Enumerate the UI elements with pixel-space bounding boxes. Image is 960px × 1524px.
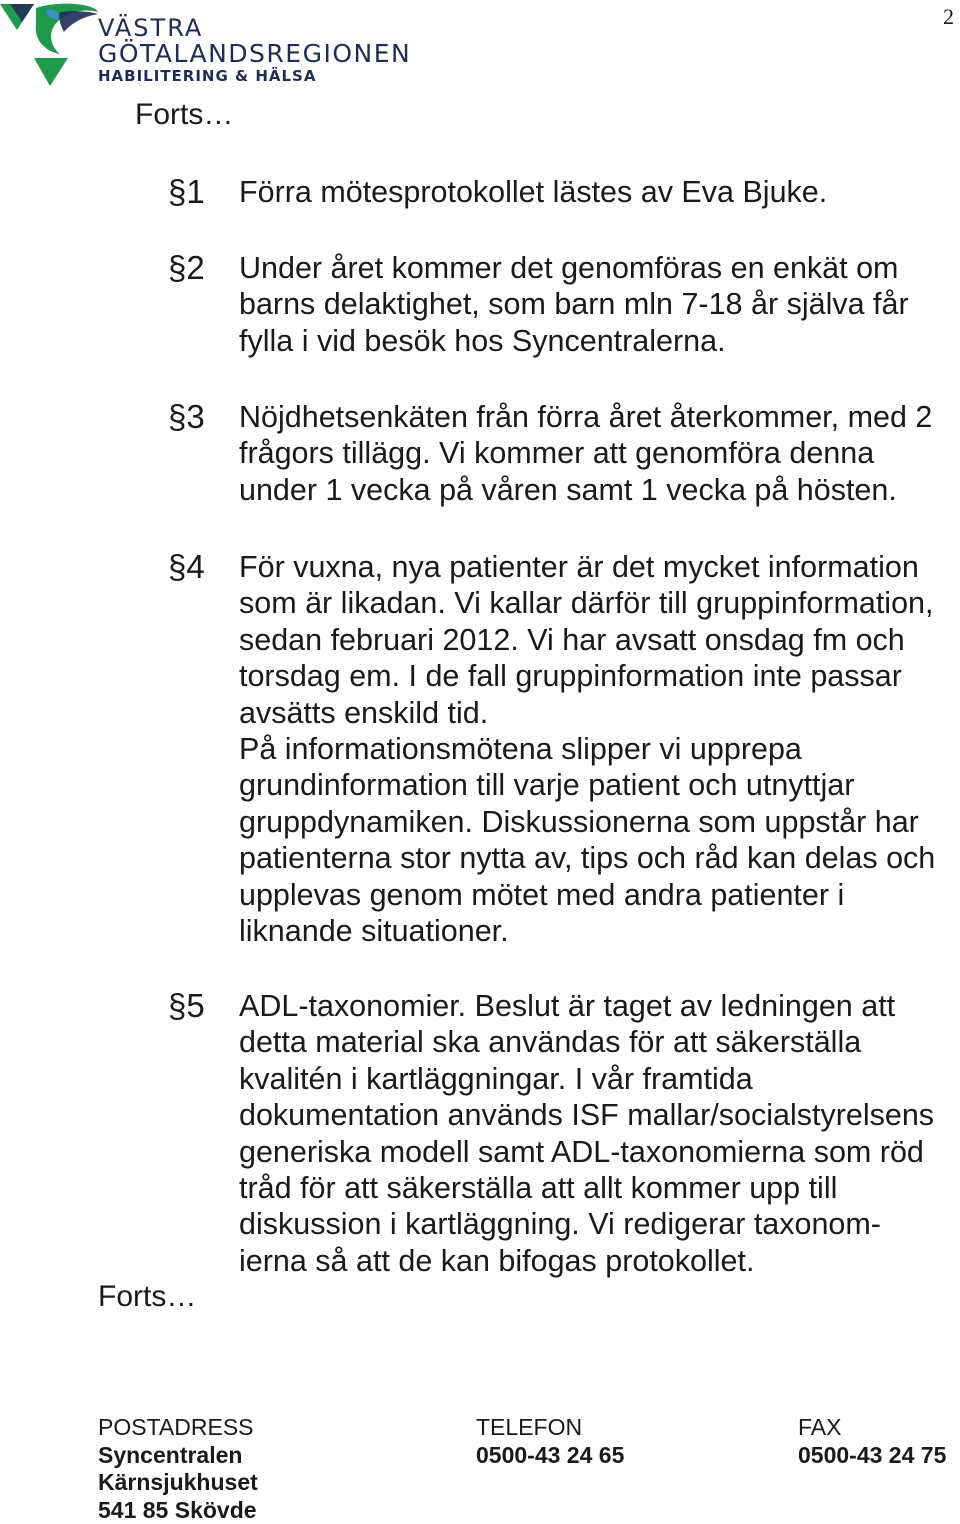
- section-text: För vuxna, nya patienter är det mycket information som är likadan. Vi kallar därför till gruppinformation, sedan februari 2012. Vi har avsatt onsdag fm och torsdag em. I de fall gruppinformation inte passar avsätts enskild tid. På informationsmötena slipper vi upprepa grundinformation till varje patient och utnyttjar gruppdynamiken. Diskussionerna som uppstår har patienterna stor nytta av, tips och råd kan delas och upplevas genom mötet med andra patienter i liknande situationer.: [239, 549, 960, 949]
- section-number: §2: [168, 250, 205, 286]
- section-text: ADL-taxonomier. Beslut är taget av ledningen att detta material ska användas för att säkerställa kvalitén i kartläggningar. I vår framtida dokumentation används ISF mallar/socialstyrelsens generiska modell samt ADL-taxonomierna som röd tråd för att säkerställa att allt kommer upp till diskussion i kartläggning. Vi redigerar taxonom- ierna så att de kan bifogas protokollet.: [239, 988, 960, 1279]
- footer-postal-address: [98, 1414, 258, 1524]
- section-text: Förra mötesprotokollet lästes av Eva Bjuke.: [239, 174, 960, 210]
- fax-label: FAX: [798, 1414, 946, 1442]
- region-logo-mark-icon: [0, 0, 100, 88]
- footer-telephone: [476, 1414, 624, 1469]
- logo-line-gotalandsregionen: GÖTALANDSREGIONEN: [98, 39, 411, 68]
- section-number: §5: [168, 988, 205, 1024]
- section-number: §1: [168, 174, 205, 210]
- postadress-line-3: 541 85 Skövde: [98, 1497, 258, 1524]
- postadress-label: POSTADRESS: [98, 1414, 258, 1442]
- continued-footer-note: Forts…: [98, 1280, 196, 1314]
- postadress-line-2: Kärnsjukhuset: [98, 1469, 258, 1497]
- telefon-label: TELEFON: [476, 1414, 624, 1442]
- footer-fax: [798, 1414, 946, 1469]
- region-logo: [0, 0, 420, 90]
- logo-line-habilitering: HABILITERING & HÄLSA: [98, 67, 316, 85]
- telefon-value: 0500-43 24 65: [476, 1442, 624, 1470]
- continued-heading: Forts…: [135, 98, 233, 132]
- postadress-line-1: Syncentralen: [98, 1442, 258, 1470]
- section-number: §4: [168, 549, 205, 585]
- section-number: §3: [168, 399, 205, 435]
- fax-value: 0500-43 24 75: [798, 1442, 946, 1470]
- section-text: Under året kommer det genomföras en enkät om barns delaktighet, som barn mln 7-18 år själva får fylla i vid besök hos Syncentralerna.: [239, 250, 960, 359]
- page-number: 2: [943, 4, 954, 30]
- section-text: Nöjdhetsenkäten från förra året återkommer, med 2 frågors tillägg. Vi kommer att genomföra denna under 1 vecka på våren samt 1 vecka på hösten.: [239, 399, 960, 508]
- logo-line-vastra: VÄSTRA: [98, 14, 203, 42]
